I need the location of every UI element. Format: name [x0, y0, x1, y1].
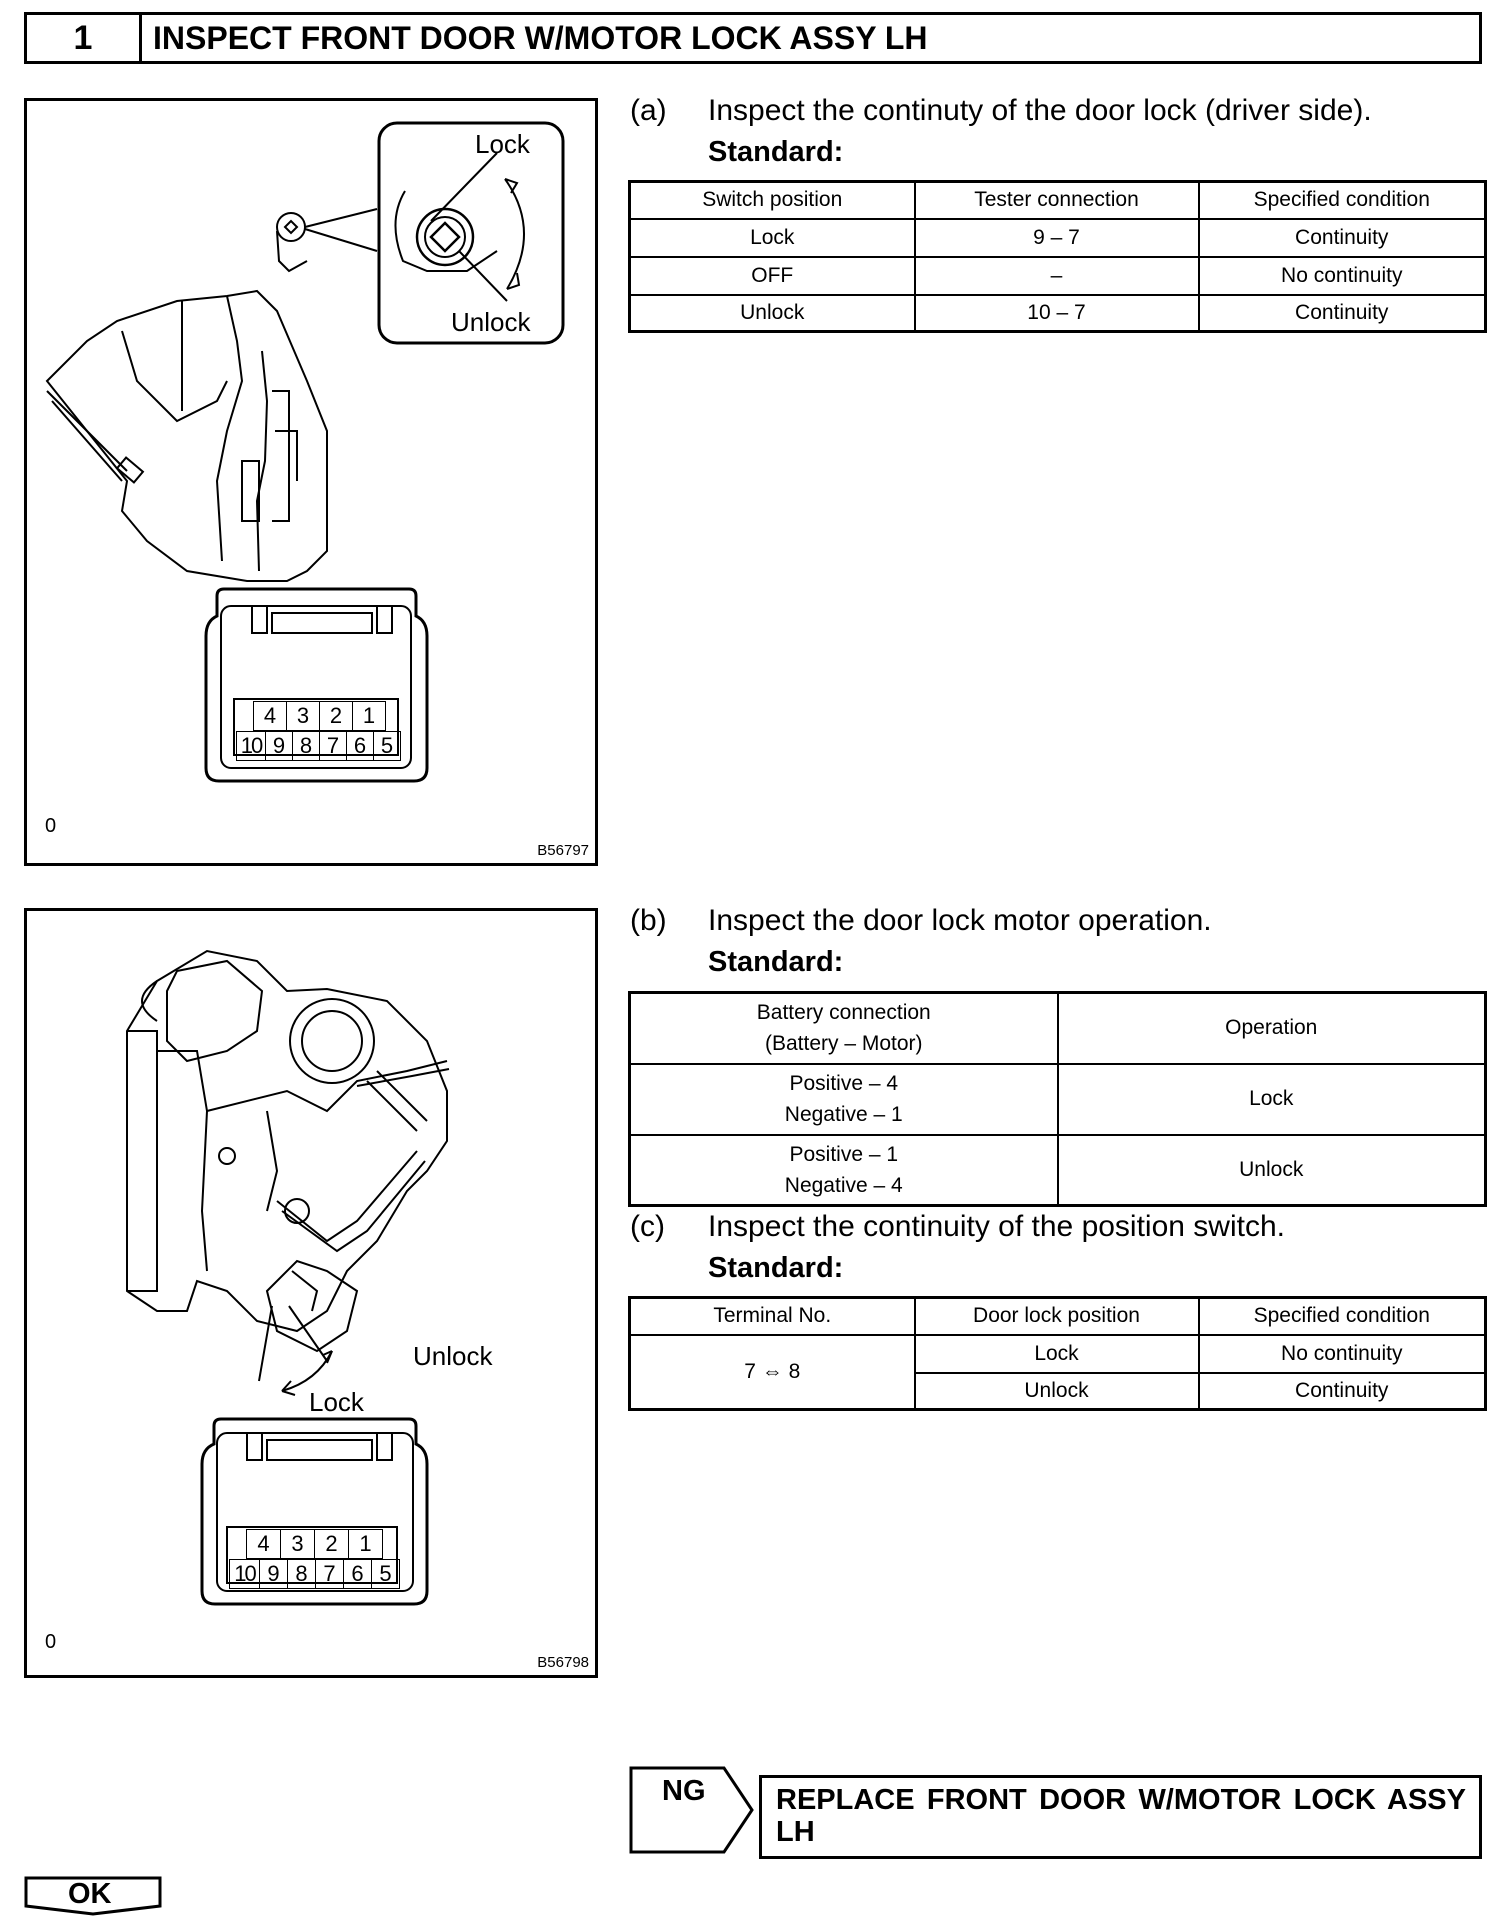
table-cell: Continuity [1199, 219, 1486, 257]
step-b-text: Inspect the door lock motor operation. [708, 904, 1212, 937]
table-header: Tester connection [915, 182, 1199, 219]
figure-door-lock-motor [24, 908, 598, 1678]
ng-label: NG [662, 1775, 706, 1807]
figure-zero-mark: 0 [45, 1631, 57, 1653]
table-cell: Lock [630, 219, 915, 257]
ok-label: OK [68, 1878, 112, 1910]
connector-pin: 5 [373, 731, 401, 761]
step-a-text: Inspect the continuty of the door lock (driver side). [708, 94, 1372, 127]
step-c-standard: Standard: [708, 1252, 844, 1284]
ng-action-text: REPLACE FRONT DOOR W/MOTOR LOCK ASSY LH [776, 1784, 1466, 1848]
motor-operation-table [628, 991, 1487, 1207]
position-switch-table [628, 1296, 1487, 1411]
ng-indicator [628, 1765, 756, 1855]
connector-pin: 9 [265, 731, 292, 761]
connector-pin: 3 [280, 1529, 314, 1559]
step-b-standard: Standard: [708, 946, 844, 978]
connector-pin: 5 [371, 1559, 400, 1589]
table-header: Specified condition [1199, 1298, 1486, 1335]
table-header: Door lock position [915, 1298, 1199, 1335]
connector-pin: 6 [343, 1559, 371, 1589]
connector-pin: 2 [314, 1529, 348, 1559]
step-b-letter: (b) [630, 904, 667, 937]
negative-terminal: Negative – 1 [784, 1103, 903, 1126]
table-header: Terminal No. [630, 1298, 915, 1335]
figure-code: B56797 [537, 842, 589, 859]
negative-terminal: Negative – 4 [784, 1173, 903, 1197]
connector-pin: 1 [352, 701, 386, 731]
lock-label: Lock [309, 1387, 364, 1417]
table-cell: No continuity [1199, 1335, 1486, 1373]
table-header: Switch position [630, 182, 915, 219]
terminal-cell: 7 ⇔ 8 [630, 1335, 915, 1410]
figure-code: B56798 [537, 1654, 589, 1671]
ok-indicator [24, 1876, 164, 1916]
step-a-letter: (a) [630, 94, 667, 127]
connector-pin: 10 [229, 1559, 259, 1589]
table-header: Operation [1058, 993, 1486, 1064]
table-cell: 9 – 7 [915, 219, 1199, 257]
table-cell: No continuity [1199, 257, 1486, 295]
positive-terminal: Positive – 1 [789, 1142, 899, 1166]
table-cell: Continuity [1199, 1373, 1486, 1410]
table-cell: Unlock [915, 1373, 1199, 1410]
lock-label: Lock [475, 129, 530, 159]
table-cell: Unlock [1058, 1135, 1486, 1206]
connector-pin: 7 [315, 1559, 343, 1589]
table-cell: 10 – 7 [915, 295, 1199, 332]
unlock-label: Unlock [451, 307, 531, 337]
table-cell: Unlock [630, 295, 915, 332]
table-cell: Lock [915, 1335, 1199, 1373]
connector-pin: 9 [259, 1559, 287, 1589]
step-c-letter: (c) [630, 1210, 665, 1243]
battery-connection-header: Battery connection [756, 1001, 931, 1025]
unlock-label: Unlock [413, 1341, 493, 1371]
table-cell [630, 1135, 1058, 1206]
figure-zero-mark: 0 [45, 815, 57, 837]
connector-pin: 1 [348, 1529, 383, 1559]
ng-action-box [759, 1775, 1482, 1859]
connector-pin: 4 [246, 1529, 280, 1559]
table-cell: Lock [1058, 1064, 1486, 1135]
step-header [24, 12, 1482, 64]
table-cell: OFF [630, 257, 915, 295]
connector-pin: 2 [319, 701, 352, 731]
continuity-table-a [628, 180, 1487, 333]
step-number: 1 [27, 15, 142, 61]
table-cell [630, 1064, 1058, 1135]
connector-pin: 3 [286, 701, 319, 731]
battery-motor-subheader: (Battery – Motor) [764, 1032, 923, 1056]
connector-pin: 4 [253, 701, 286, 731]
figure-door-lock-switch [24, 98, 598, 866]
table-cell: Continuity [1199, 295, 1486, 332]
connector-pin: 8 [287, 1559, 315, 1589]
connector-pin: 10 [236, 731, 265, 761]
table-cell: – [915, 257, 1199, 295]
step-c-text: Inspect the continuity of the position switch. [708, 1210, 1285, 1243]
positive-terminal: Positive – 4 [789, 1072, 899, 1095]
connector-pin: 7 [319, 731, 346, 761]
connector-pin: 6 [346, 731, 373, 761]
step-a-standard: Standard: [708, 136, 844, 168]
table-header: Specified condition [1199, 182, 1486, 219]
table-header [630, 993, 1058, 1064]
connector-pin: 8 [292, 731, 319, 761]
step-title: INSPECT FRONT DOOR W/MOTOR LOCK ASSY LH [153, 19, 928, 56]
